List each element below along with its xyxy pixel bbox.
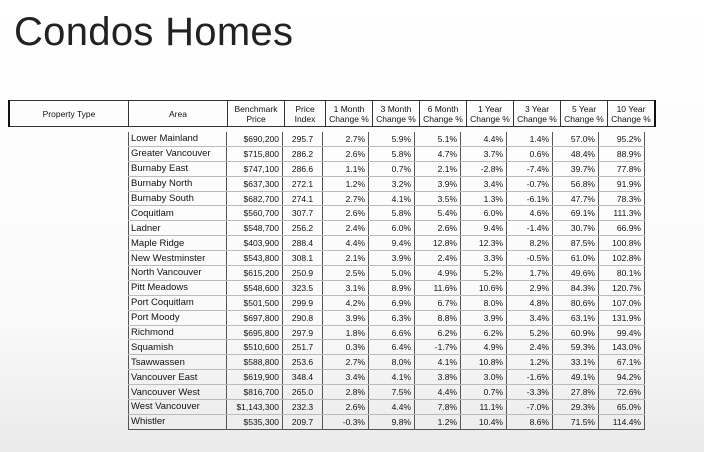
area-cell: Whistler — [129, 414, 227, 429]
area-cell: Port Moody — [129, 310, 227, 325]
area-cell: Greater Vancouver — [129, 146, 227, 161]
change-1y-cell: 1.3% — [461, 191, 507, 206]
change-10y-cell: 80.1% — [599, 266, 645, 281]
change-3m-cell: 6.6% — [369, 325, 415, 340]
change-1y-cell: 9.4% — [461, 221, 507, 236]
change-1y-cell: 3.0% — [461, 370, 507, 385]
area-cell: Maple Ridge — [129, 236, 227, 251]
area-cell: Vancouver West — [129, 385, 227, 400]
price-index-cell: 232.3 — [283, 400, 323, 415]
price-index-cell: 209.7 — [283, 414, 323, 429]
change-1m-cell: 3.1% — [323, 280, 369, 295]
change-3m-cell: 4.1% — [369, 191, 415, 206]
price-index-cell: 274.1 — [283, 191, 323, 206]
benchmark-price-cell: $548,700 — [227, 221, 283, 236]
benchmark-price-cell: $588,800 — [227, 355, 283, 370]
header-price-index — [285, 101, 326, 127]
change-3m-cell: 7.5% — [369, 385, 415, 400]
header-3y-line1: 3 Year — [524, 103, 550, 114]
change-3m-cell: 6.4% — [369, 340, 415, 355]
benchmark-price-cell: $548,600 — [227, 280, 283, 295]
change-6m-cell: 2.1% — [415, 161, 461, 176]
change-1y-cell: 3.7% — [461, 146, 507, 161]
change-3m-cell: 5.0% — [369, 266, 415, 281]
header-benchmark-line2: Price — [246, 113, 266, 124]
change-6m-cell: -1.7% — [415, 340, 461, 355]
change-3m-cell: 9.4% — [369, 236, 415, 251]
change-5y-cell: 57.0% — [553, 132, 599, 146]
change-3y-cell: -1.6% — [507, 370, 553, 385]
change-3m-cell: 6.9% — [369, 295, 415, 310]
header-3-year — [514, 101, 561, 127]
change-1m-cell: 1.1% — [323, 161, 369, 176]
benchmark-price-cell: $697,800 — [227, 310, 283, 325]
header-5y-line1: 5 Year — [571, 103, 597, 114]
area-cell: Tsawwassen — [129, 355, 227, 370]
table-row — [129, 370, 645, 385]
change-3y-cell: 1.2% — [507, 355, 553, 370]
price-index-cell: 290.8 — [283, 310, 323, 325]
change-3m-cell: 5.8% — [369, 146, 415, 161]
price-index-cell: 297.9 — [283, 325, 323, 340]
header-1y-line1: 1 Year — [477, 103, 503, 114]
change-10y-cell: 100.8% — [599, 236, 645, 251]
change-1y-cell: 10.6% — [461, 280, 507, 295]
change-10y-cell: 111.3% — [599, 206, 645, 221]
table-row — [129, 414, 645, 429]
benchmark-price-cell: $510,600 — [227, 340, 283, 355]
price-index-cell: 265.0 — [283, 385, 323, 400]
price-index-cell: 250.9 — [283, 266, 323, 281]
change-3m-cell: 5.8% — [369, 206, 415, 221]
change-3y-cell: 4.8% — [507, 295, 553, 310]
change-6m-cell: 3.8% — [415, 370, 461, 385]
change-1m-cell: 2.5% — [323, 266, 369, 281]
change-1y-cell: 3.3% — [461, 251, 507, 266]
header-table — [8, 100, 656, 127]
area-cell: New Westminster — [129, 251, 227, 266]
change-6m-cell: 3.5% — [415, 191, 461, 206]
change-1y-cell: 4.4% — [461, 132, 507, 146]
table-row — [129, 236, 645, 251]
table-row — [129, 191, 645, 206]
table-row — [129, 385, 645, 400]
change-3y-cell: 4.6% — [507, 206, 553, 221]
change-1m-cell: 2.6% — [323, 146, 369, 161]
change-3m-cell: 5.9% — [369, 132, 415, 146]
change-3y-cell: 3.4% — [507, 310, 553, 325]
change-1m-cell: 3.9% — [323, 310, 369, 325]
header-3y-line2: Change % — [517, 113, 557, 124]
data-table — [128, 132, 645, 430]
change-6m-cell: 12.8% — [415, 236, 461, 251]
change-6m-cell: 5.1% — [415, 132, 461, 146]
change-6m-cell: 6.2% — [415, 325, 461, 340]
change-1y-cell: 4.9% — [461, 340, 507, 355]
change-3m-cell: 4.4% — [369, 400, 415, 415]
change-1y-cell: -2.8% — [461, 161, 507, 176]
change-5y-cell: 71.5% — [553, 414, 599, 429]
table-row — [129, 340, 645, 355]
change-1y-cell: 6.0% — [461, 206, 507, 221]
area-cell: Burnaby East — [129, 161, 227, 176]
data-table-body — [129, 132, 645, 429]
change-3m-cell: 8.9% — [369, 280, 415, 295]
area-cell: Ladner — [129, 221, 227, 236]
price-index-cell: 348.4 — [283, 370, 323, 385]
change-3m-cell: 3.2% — [369, 176, 415, 191]
change-3y-cell: 1.4% — [507, 132, 553, 146]
area-cell: West Vancouver — [129, 400, 227, 415]
change-5y-cell: 29.3% — [553, 400, 599, 415]
change-6m-cell: 4.7% — [415, 146, 461, 161]
change-10y-cell: 88.9% — [599, 146, 645, 161]
benchmark-price-cell: $637,300 — [227, 176, 283, 191]
table-row — [129, 310, 645, 325]
change-3y-cell: -1.4% — [507, 221, 553, 236]
price-index-cell: 308.1 — [283, 251, 323, 266]
header-5-year — [561, 101, 608, 127]
change-5y-cell: 33.1% — [553, 355, 599, 370]
change-6m-cell: 5.4% — [415, 206, 461, 221]
change-1m-cell: 1.2% — [323, 176, 369, 191]
change-1m-cell: 2.4% — [323, 221, 369, 236]
table-row — [129, 146, 645, 161]
change-6m-cell: 4.4% — [415, 385, 461, 400]
area-cell: Richmond — [129, 325, 227, 340]
change-10y-cell: 77.8% — [599, 161, 645, 176]
change-3y-cell: 8.6% — [507, 414, 553, 429]
change-3m-cell: 8.0% — [369, 355, 415, 370]
change-6m-cell: 6.7% — [415, 295, 461, 310]
change-10y-cell: 102.8% — [599, 251, 645, 266]
change-10y-cell: 66.9% — [599, 221, 645, 236]
change-3m-cell: 9.8% — [369, 414, 415, 429]
change-1m-cell: 2.1% — [323, 251, 369, 266]
change-3y-cell: 1.7% — [507, 266, 553, 281]
price-index-cell: 288.4 — [283, 236, 323, 251]
change-1m-cell: 4.4% — [323, 236, 369, 251]
header-1-year — [467, 101, 514, 127]
price-index-cell: 256.2 — [283, 221, 323, 236]
change-3y-cell: -7.4% — [507, 161, 553, 176]
change-1y-cell: 5.2% — [461, 266, 507, 281]
change-3y-cell: -0.5% — [507, 251, 553, 266]
benchmark-price-cell: $690,200 — [227, 132, 283, 146]
area-cell: Lower Mainland — [129, 132, 227, 146]
benchmark-price-cell: $695,800 — [227, 325, 283, 340]
price-index-cell: 286.6 — [283, 161, 323, 176]
change-10y-cell: 99.4% — [599, 325, 645, 340]
change-3m-cell: 6.3% — [369, 310, 415, 325]
header-area: Area — [129, 101, 228, 127]
change-3y-cell: -0.7% — [507, 176, 553, 191]
change-5y-cell: 59.3% — [553, 340, 599, 355]
header-row — [9, 101, 655, 127]
change-5y-cell: 48.4% — [553, 146, 599, 161]
change-5y-cell: 39.7% — [553, 161, 599, 176]
header-1y-line2: Change % — [470, 113, 510, 124]
header-property-type: Property Type — [9, 101, 129, 127]
change-6m-cell: 11.6% — [415, 280, 461, 295]
benchmark-price-cell: $619,900 — [227, 370, 283, 385]
change-10y-cell: 120.7% — [599, 280, 645, 295]
change-5y-cell: 49.1% — [553, 370, 599, 385]
price-index-cell: 251.7 — [283, 340, 323, 355]
change-10y-cell: 131.9% — [599, 310, 645, 325]
change-1m-cell: 3.4% — [323, 370, 369, 385]
change-1m-cell: 2.7% — [323, 191, 369, 206]
price-index-cell: 272.1 — [283, 176, 323, 191]
area-cell: Burnaby North — [129, 176, 227, 191]
change-10y-cell: 65.0% — [599, 400, 645, 415]
change-1y-cell: 6.2% — [461, 325, 507, 340]
header-6m-line1: 6 Month — [427, 103, 459, 114]
change-6m-cell: 7.8% — [415, 400, 461, 415]
table-row — [129, 176, 645, 191]
change-3m-cell: 0.7% — [369, 161, 415, 176]
benchmark-price-cell: $1,143,300 — [227, 400, 283, 415]
change-3y-cell: 5.2% — [507, 325, 553, 340]
benchmark-price-cell: $715,800 — [227, 146, 283, 161]
header-benchmark-price — [228, 101, 285, 127]
change-3y-cell: -3.3% — [507, 385, 553, 400]
change-6m-cell: 8.8% — [415, 310, 461, 325]
table-row — [129, 266, 645, 281]
price-index-cell: 299.9 — [283, 295, 323, 310]
change-1m-cell: 1.8% — [323, 325, 369, 340]
benchmark-price-cell: $501,500 — [227, 295, 283, 310]
header-6m-line2: Change % — [423, 113, 463, 124]
change-1m-cell: 0.3% — [323, 340, 369, 355]
change-3y-cell: 2.9% — [507, 280, 553, 295]
price-index-cell: 295.7 — [283, 132, 323, 146]
change-1y-cell: 8.0% — [461, 295, 507, 310]
change-1y-cell: 10.8% — [461, 355, 507, 370]
change-1m-cell: 2.8% — [323, 385, 369, 400]
change-3m-cell: 6.0% — [369, 221, 415, 236]
area-cell: Port Coquitlam — [129, 295, 227, 310]
table-row — [129, 206, 645, 221]
change-3y-cell: -7.0% — [507, 400, 553, 415]
header-3m-line2: Change % — [376, 113, 416, 124]
change-5y-cell: 49.6% — [553, 266, 599, 281]
header-3-month — [373, 101, 420, 127]
header-index-line2: Index — [294, 113, 316, 124]
price-index-cell: 253.6 — [283, 355, 323, 370]
price-index-cell: 323.5 — [283, 280, 323, 295]
change-3m-cell: 3.9% — [369, 251, 415, 266]
change-6m-cell: 4.1% — [415, 355, 461, 370]
header-10-year — [608, 101, 656, 127]
header-1m-line1: 1 Month — [333, 103, 365, 114]
table-row — [129, 400, 645, 415]
benchmark-price-cell: $535,300 — [227, 414, 283, 429]
change-1y-cell: 3.4% — [461, 176, 507, 191]
table-row — [129, 132, 645, 146]
area-cell: Pitt Meadows — [129, 280, 227, 295]
change-3m-cell: 4.1% — [369, 370, 415, 385]
area-cell: Squamish — [129, 340, 227, 355]
change-10y-cell: 91.9% — [599, 176, 645, 191]
table-row — [129, 221, 645, 236]
change-5y-cell: 63.1% — [553, 310, 599, 325]
change-6m-cell: 2.4% — [415, 251, 461, 266]
change-3y-cell: 8.2% — [507, 236, 553, 251]
benchmark-price-cell: $543,800 — [227, 251, 283, 266]
area-cell: Vancouver East — [129, 370, 227, 385]
change-1m-cell: 2.7% — [323, 132, 369, 146]
benchmark-price-cell: $816,700 — [227, 385, 283, 400]
area-cell: North Vancouver — [129, 266, 227, 281]
change-10y-cell: 143.0% — [599, 340, 645, 355]
change-1y-cell: 10.4% — [461, 414, 507, 429]
change-1y-cell: 11.1% — [461, 400, 507, 415]
change-1y-cell: 12.3% — [461, 236, 507, 251]
change-5y-cell: 56.8% — [553, 176, 599, 191]
change-1m-cell: 2.7% — [323, 355, 369, 370]
benchmark-price-cell: $682,700 — [227, 191, 283, 206]
change-6m-cell: 3.9% — [415, 176, 461, 191]
change-6m-cell: 2.6% — [415, 221, 461, 236]
change-5y-cell: 30.7% — [553, 221, 599, 236]
table-row — [129, 325, 645, 340]
benchmark-price-cell: $403,900 — [227, 236, 283, 251]
area-cell: Coquitlam — [129, 206, 227, 221]
benchmark-price-cell: $747,100 — [227, 161, 283, 176]
change-10y-cell: 114.4% — [599, 414, 645, 429]
header-1-month — [326, 101, 373, 127]
change-10y-cell: 95.2% — [599, 132, 645, 146]
change-5y-cell: 61.0% — [553, 251, 599, 266]
change-1m-cell: 4.2% — [323, 295, 369, 310]
change-10y-cell: 107.0% — [599, 295, 645, 310]
header-3m-line1: 3 Month — [380, 103, 412, 114]
change-6m-cell: 1.2% — [415, 414, 461, 429]
change-1y-cell: 0.7% — [461, 385, 507, 400]
change-10y-cell: 94.2% — [599, 370, 645, 385]
header-10y-line1: 10 Year — [616, 103, 646, 114]
price-index-cell: 286.2 — [283, 146, 323, 161]
change-10y-cell: 78.3% — [599, 191, 645, 206]
table-row — [129, 161, 645, 176]
change-5y-cell: 60.9% — [553, 325, 599, 340]
benchmark-price-cell: $560,700 — [227, 206, 283, 221]
table-row — [129, 280, 645, 295]
change-5y-cell: 84.3% — [553, 280, 599, 295]
change-5y-cell: 47.7% — [553, 191, 599, 206]
change-1m-cell: 2.6% — [323, 400, 369, 415]
header-6-month — [420, 101, 467, 127]
change-1m-cell: 2.6% — [323, 206, 369, 221]
change-6m-cell: 4.9% — [415, 266, 461, 281]
change-5y-cell: 69.1% — [553, 206, 599, 221]
slide-title: Condos Homes — [14, 10, 294, 54]
change-10y-cell: 72.6% — [599, 385, 645, 400]
change-5y-cell: 87.5% — [553, 236, 599, 251]
header-5y-line2: Change % — [564, 113, 604, 124]
change-3y-cell: -6.1% — [507, 191, 553, 206]
change-5y-cell: 27.8% — [553, 385, 599, 400]
change-3y-cell: 2.4% — [507, 340, 553, 355]
change-3y-cell: 0.6% — [507, 146, 553, 161]
table-row — [129, 251, 645, 266]
header-10y-line2: Change % — [611, 113, 651, 124]
table-row — [129, 355, 645, 370]
change-5y-cell: 80.6% — [553, 295, 599, 310]
table-row — [129, 295, 645, 310]
header-1m-line2: Change % — [329, 113, 369, 124]
change-10y-cell: 67.1% — [599, 355, 645, 370]
header-benchmark-line1: Benchmark — [234, 103, 278, 114]
header-index-line1: Price — [295, 103, 315, 114]
area-cell: Burnaby South — [129, 191, 227, 206]
change-1m-cell: -0.3% — [323, 414, 369, 429]
change-1y-cell: 3.9% — [461, 310, 507, 325]
price-index-cell: 307.7 — [283, 206, 323, 221]
benchmark-price-cell: $615,200 — [227, 266, 283, 281]
